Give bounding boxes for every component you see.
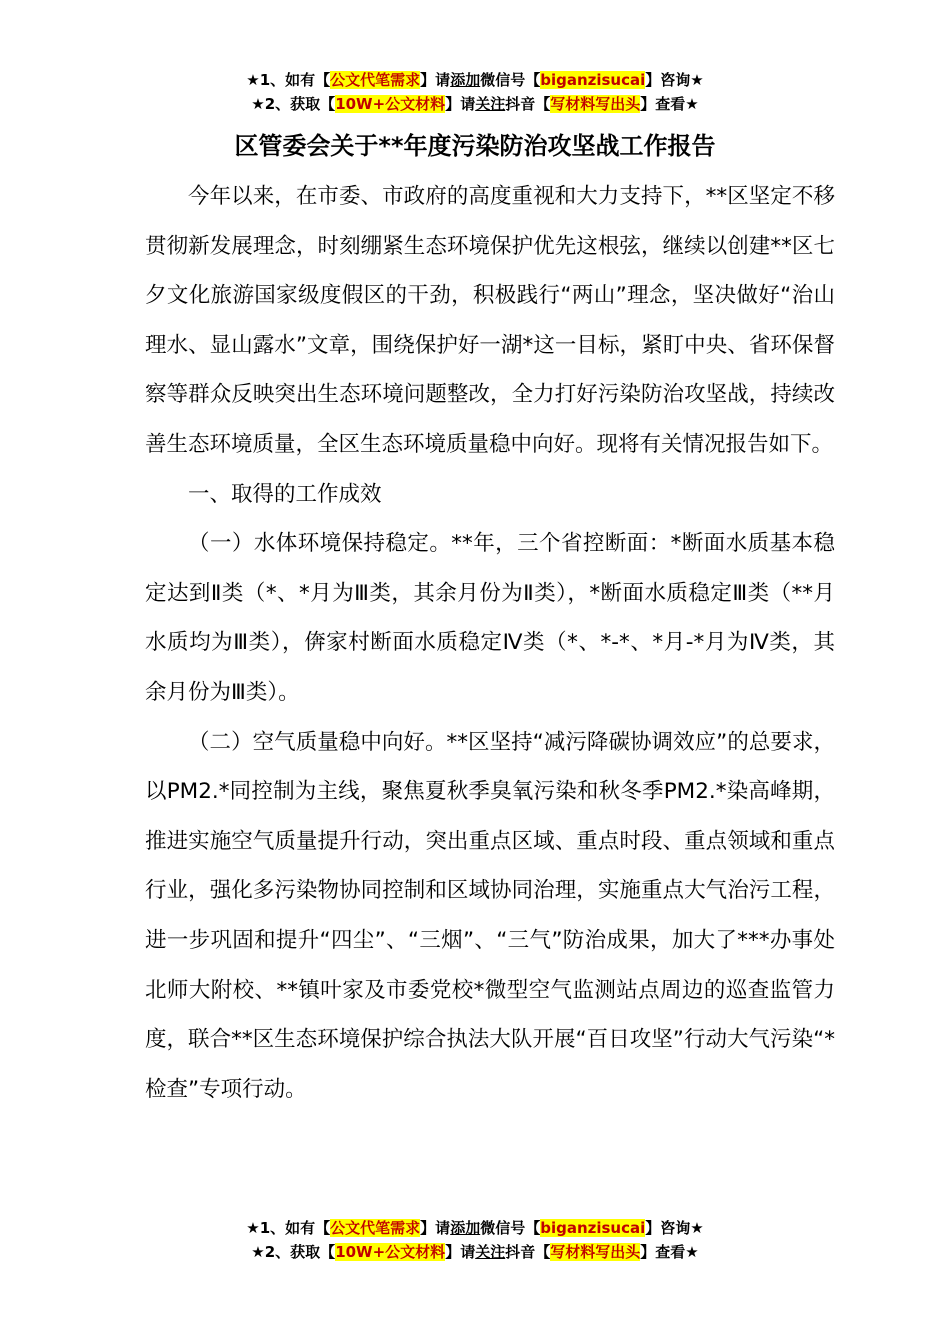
promo-banner-bottom [0,1216,950,1264]
promo-line-1 [0,68,950,92]
promo-text: 】请 [445,95,476,113]
promo-highlight: 写材料写出头 [550,1243,641,1261]
paragraph-water: （一）水体环境保持稳定。**年，三个省控断面：*断面水质基本稳定达到Ⅱ类（*、*月为Ⅲ类，其余月份为Ⅱ类），*断面水质稳定Ⅲ类（**月水质均为Ⅲ类），倴家村断面水质稳定Ⅳ类（*、*-*、*月-*月为Ⅳ类，其余月份为Ⅲ类）。 [145,531,835,705]
promo-text: 】查看★ [640,1243,699,1261]
promo-text: 】请 [420,1219,451,1237]
promo-underline: 关注 [475,95,506,113]
promo-text: ★1、如有【 [246,71,331,89]
paragraph-intro: 今年以来，在市委、市政府的高度重视和大力支持下，**区坚定不移贯彻新发展理念，时刻绷紧生态环境保护优先这根弦，继续以创建**区七夕文化旅游国家级度假区的干劲，积极践行“两山”理念，坚决做好“治山理水、显山露水”文章，围绕保护好一湖*这一目标，紧盯中央、省环保督察等群众反映突出生态环境问题整改，全力打好污染防治攻坚战，持续改善生态环境质量，全区生态环境质量稳中向好。现将有关情况报告如下。 [145,184,835,457]
section-heading: 一、取得的工作成效 [188,481,382,507]
promo-text: 微信号【 [480,71,541,89]
promo-text: 抖音【 [505,95,551,113]
promo-banner-top [0,68,950,116]
promo-line-1 [0,1216,950,1240]
promo-highlight: 10W+公文材料 [335,1243,446,1261]
promo-text: 抖音【 [505,1243,551,1261]
promo-text: 】咨询★ [645,71,704,89]
paragraph-air: （二）空气质量稳中向好。**区坚持“减污降碳协调效应”的总要求，以PM2.*同控制为主线，聚焦夏秋季臭氧污染和秋冬季PM2.*染高峰期，推进实施空气质量提升行动，突出重点区域、重点时段、重点领域和重点行业，强化多污染物协同控制和区域协同治理，实施重点大气治污工程，进一步巩固和提升“四尘”、“三烟”、“三气”防治成果，加大了***办事处北师大附校、**镇叶家及市委党校*微型空气监测站点周边的巡查监管力度，联合**区生态环境保护综合执法大队开展“百日攻坚”行动大气污染“*检查”专项行动。 [145,729,835,1102]
document-title: 区管委会关于**年度污染防治攻坚战工作报告 [234,132,716,160]
promo-text: ★2、获取【 [251,1243,336,1261]
promo-line-2 [0,92,950,116]
promo-text: 】请 [445,1243,476,1261]
promo-text: 】请 [420,71,451,89]
promo-highlight: biganzisucai [540,1219,646,1237]
promo-text: 】查看★ [640,95,699,113]
promo-highlight: 公文代笔需求 [330,1219,421,1237]
promo-text: 微信号【 [480,1219,541,1237]
promo-highlight: 写材料写出头 [550,95,641,113]
promo-text: 】咨询★ [645,1219,704,1237]
promo-text: ★1、如有【 [246,1219,331,1237]
promo-highlight: 公文代笔需求 [330,71,421,89]
promo-line-2 [0,1240,950,1264]
promo-highlight: 10W+公文材料 [335,95,446,113]
document-body [145,172,835,1114]
promo-highlight: biganzisucai [540,71,646,89]
promo-underline: 关注 [475,1243,506,1261]
promo-underline: 添加 [450,1219,481,1237]
promo-underline: 添加 [450,71,481,89]
promo-text: ★2、获取【 [251,95,336,113]
